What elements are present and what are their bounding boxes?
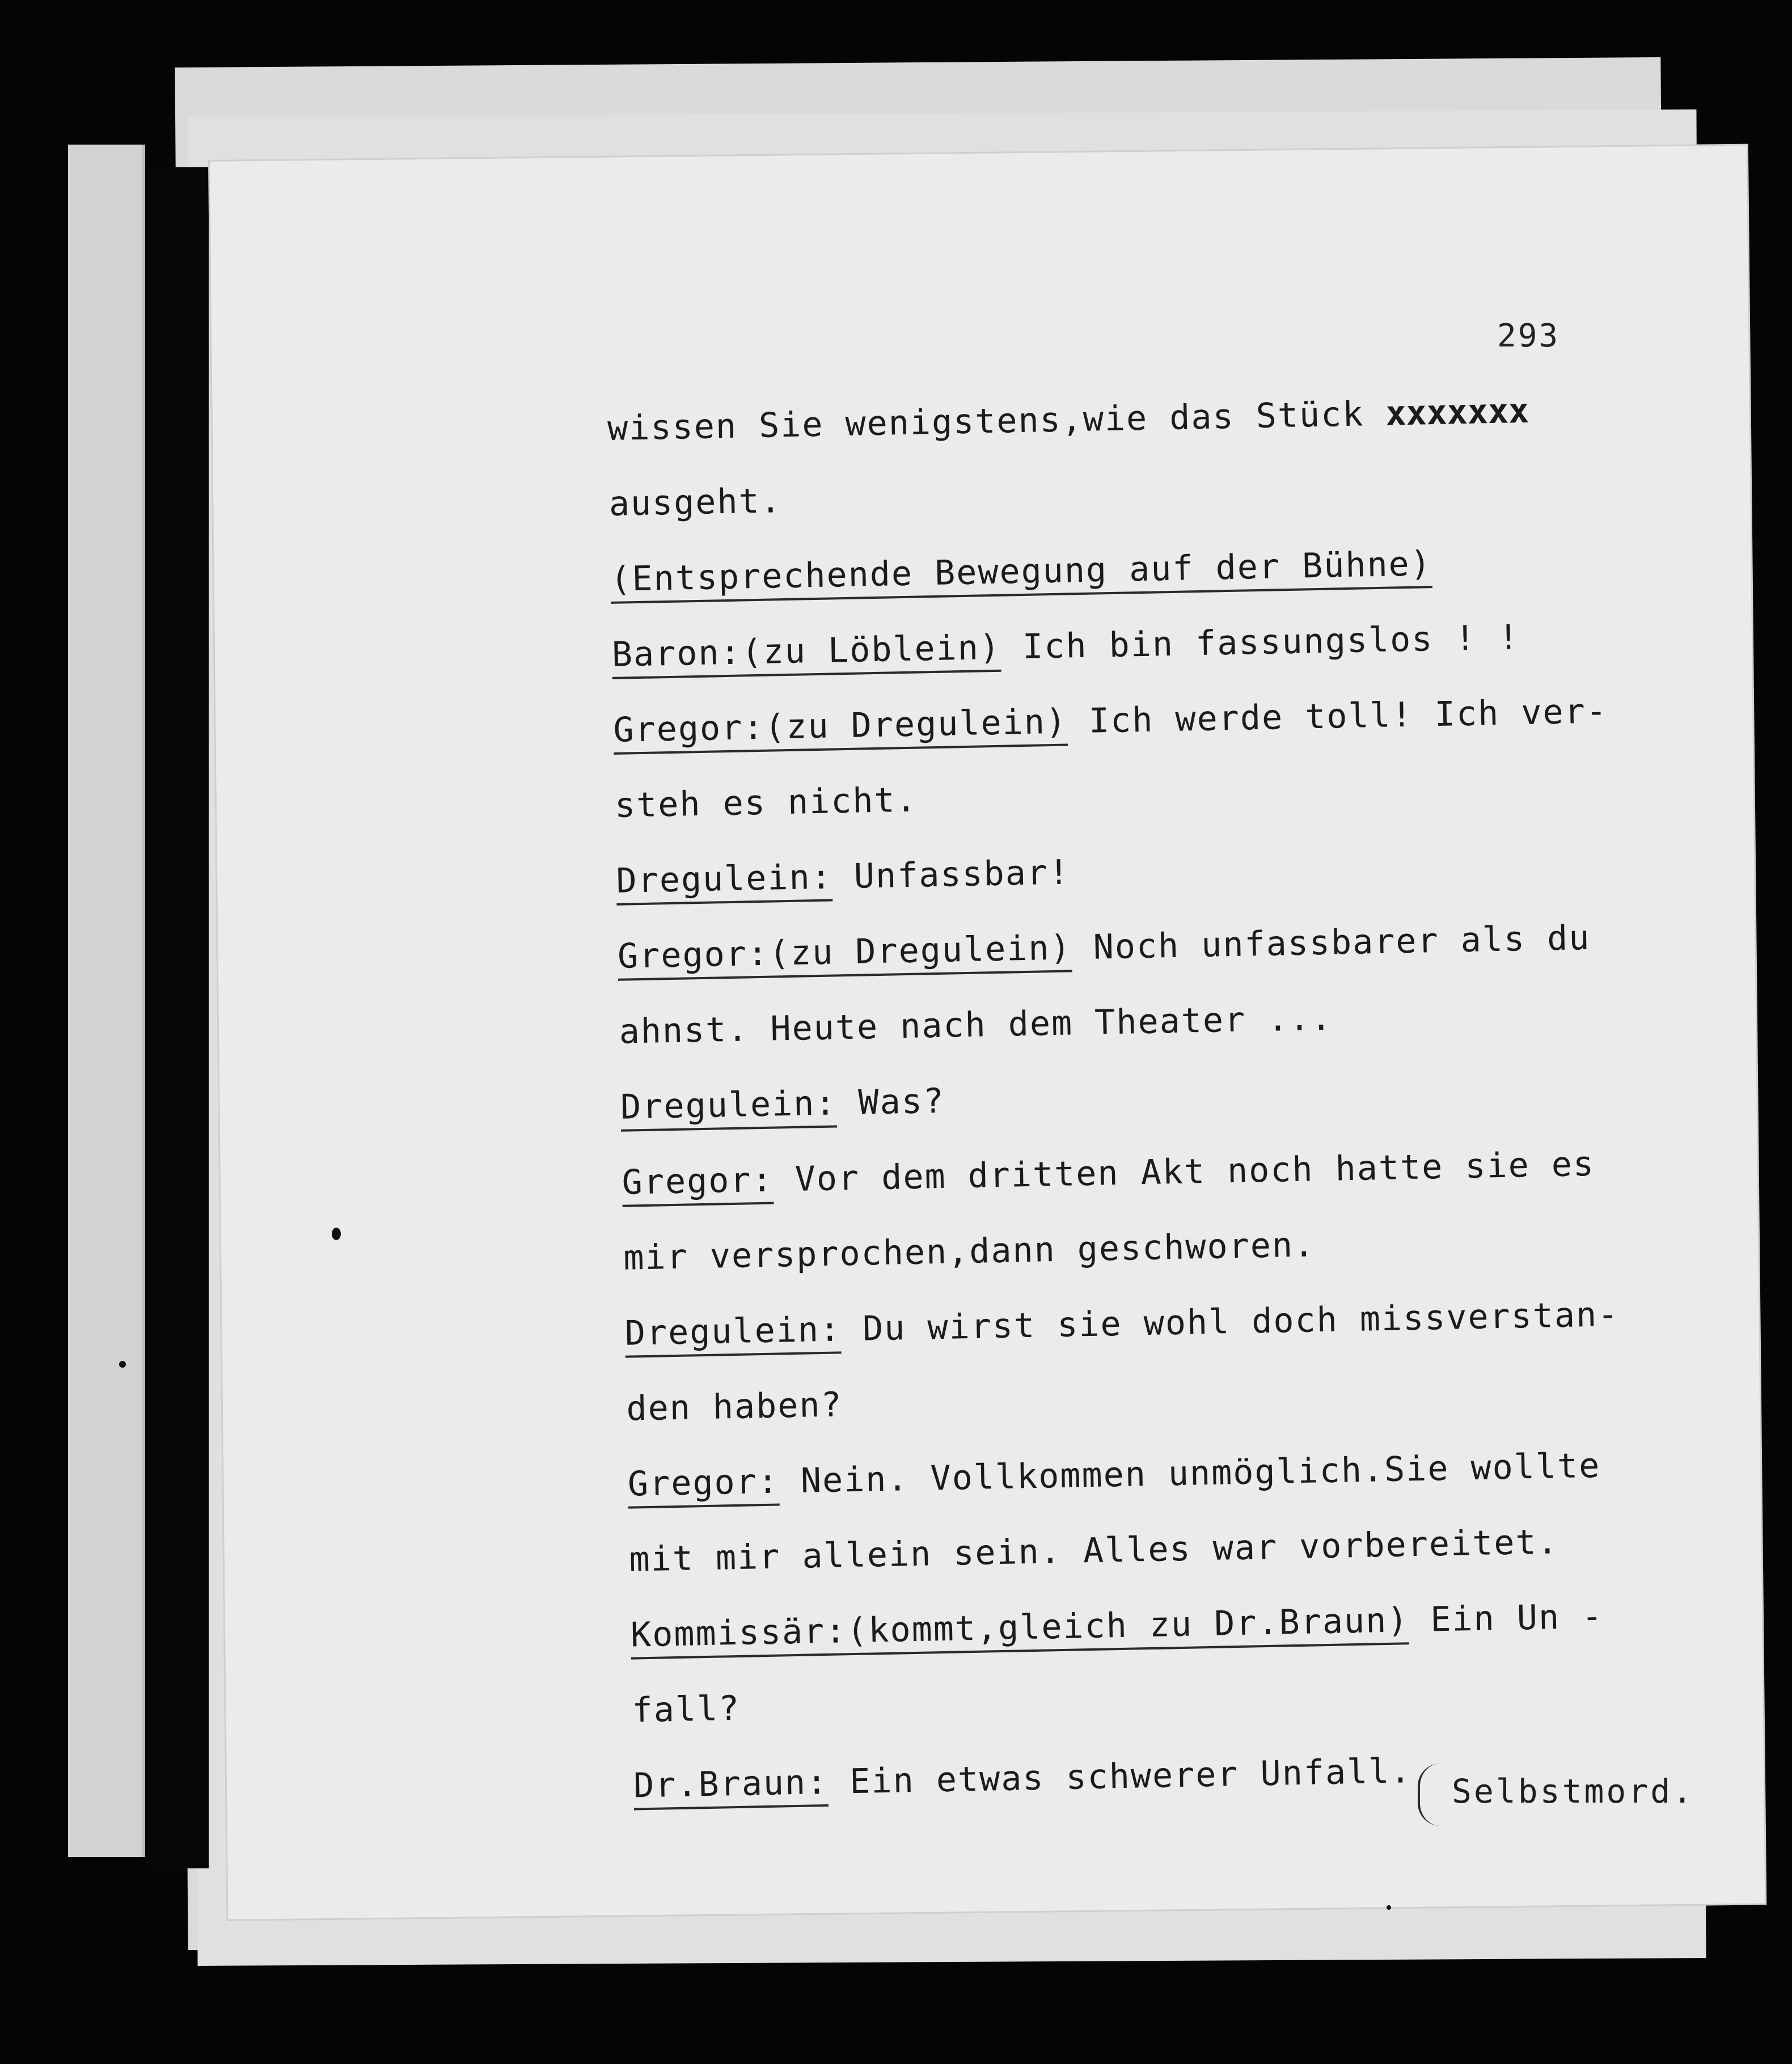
- text-line: mit mir allein sein. Alles war vorbereitet.: [628, 1522, 1559, 1580]
- struck-out-text: xxxxxxx: [1385, 391, 1529, 434]
- speaker-label: Kommissär:(kommt,gleich zu Dr.Braun): [630, 1600, 1409, 1659]
- speaker-label: Dregulein:: [620, 1083, 838, 1131]
- text-line: ahnst. Heute nach dem Theater ...: [619, 998, 1333, 1052]
- dialogue-line: Gregor:(zu Dregulein) Ich werde toll! Ich ver-: [612, 671, 1719, 768]
- text-line: den haben?: [625, 1385, 843, 1429]
- speaker-label: Gregor:: [627, 1462, 779, 1509]
- dialogue-line: Kommissär:(kommt,gleich zu Dr.Braun) Ein Un -: [630, 1576, 1737, 1673]
- text-line: wissen Sie wenigstens,wie das Stück xxxxxxx: [607, 391, 1529, 449]
- speaker-label: Baron:(zu Löblein): [611, 628, 1001, 679]
- ink-speck: [119, 1361, 126, 1368]
- dialogue-line: Dregulein: Unfassbar!: [615, 822, 1722, 919]
- text-line: steh es nicht.: [614, 780, 918, 826]
- typescript-body: [607, 370, 1740, 1824]
- text-line: mir versprochen,dann geschworen.: [623, 1225, 1316, 1278]
- text-line: ausgeht.: [608, 481, 783, 524]
- ink-speck: [1387, 1905, 1391, 1910]
- ink-speck: [332, 1228, 341, 1240]
- page-number: 293: [1497, 318, 1560, 354]
- speaker-label: Gregor:(zu Dregulein): [613, 702, 1068, 755]
- dialogue-line: Gregor: Vor dem dritten Akt noch hatte sie es: [622, 1124, 1728, 1220]
- speaker-label: Dr.Braun:: [633, 1762, 829, 1811]
- speaker-label: Gregor:: [622, 1160, 774, 1207]
- dialogue-line: Gregor:(zu Dregulein) Noch unfassbarer als du: [617, 898, 1724, 994]
- speaker-label: Dregulein:: [624, 1309, 842, 1357]
- dialogue-line: Gregor: Nein. Vollkommen unmöglich.Sie wollte: [627, 1426, 1734, 1522]
- dialogue-line: Baron:(zu Löblein) Ich bin fassungslos ! !: [611, 596, 1718, 692]
- stage-direction: (Entsprechende Bewegung auf der Bühne): [610, 521, 1717, 617]
- text-line: fall?: [632, 1688, 741, 1731]
- speaker-label: Dregulein:: [616, 857, 833, 906]
- shadow-band: [146, 167, 209, 1868]
- side-strip: [68, 145, 145, 1857]
- dialogue-line: Dr.Braun: Ein etwas schwerer Unfall.: [633, 1727, 1740, 1824]
- speaker-label: Gregor:(zu Dregulein): [617, 928, 1072, 980]
- dialogue-line: Dregulein: Was?: [620, 1048, 1727, 1145]
- handwritten-note: Selbstmord.: [1452, 1772, 1695, 1811]
- dialogue-line: Dregulein: Du wirst sie wohl doch missverstan-: [624, 1275, 1731, 1371]
